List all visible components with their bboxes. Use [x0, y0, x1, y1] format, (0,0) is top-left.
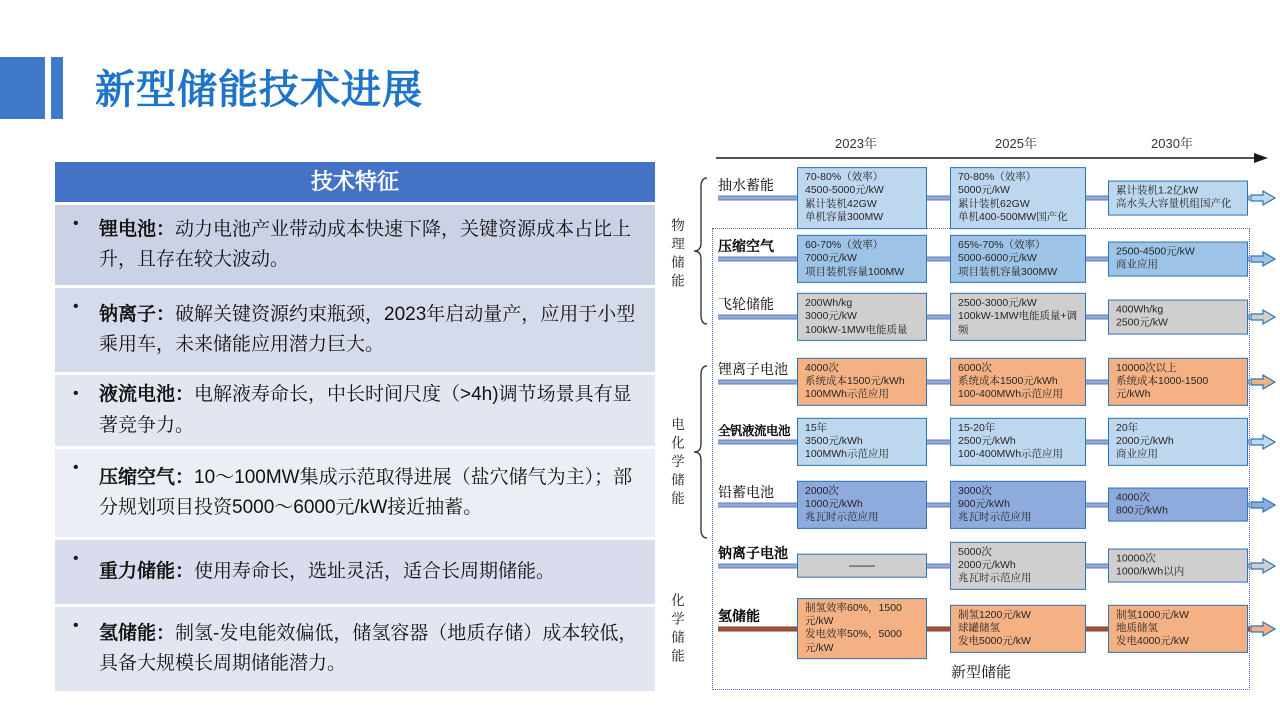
milestone-box [797, 167, 927, 229]
bullet-icon: • [73, 617, 79, 634]
milestone-text: 兆瓦时示范应用 [958, 511, 1032, 524]
milestone-text: 100MWh示范应用 [805, 388, 890, 401]
milestone-text: 发电效率50%，5000元/kW [805, 628, 902, 654]
feature-text [99, 380, 641, 440]
new-type-storage-label: 新型储能 [950, 664, 1011, 681]
milestone-box [1108, 604, 1248, 652]
roadmap-row [660, 290, 1275, 344]
feature-desc: 电解液寿命长，中长时间尺度（>4h)调节场景具有显著竞争力。 [99, 384, 632, 436]
row-label: 压缩空气 [718, 238, 774, 254]
milestone-box [950, 357, 1086, 405]
milestone-text: 累计装机1.2亿kW [1116, 184, 1199, 197]
roadmap-row [660, 167, 1275, 229]
milestone-box [797, 598, 927, 660]
milestone-text: 2000元/kWh [1116, 434, 1174, 447]
group-label-physical: 物理储能 [669, 218, 684, 292]
feature-item [55, 607, 655, 691]
title-accent-bar [51, 57, 63, 119]
title-accent-square [0, 57, 45, 119]
milestone-text: 5000-6000元/kW [958, 252, 1037, 265]
feature-item [55, 540, 655, 604]
milestone-text: 4000次 [1116, 491, 1150, 504]
roadmap-row [660, 353, 1275, 410]
milestone-box [1108, 300, 1248, 335]
milestone-text: 7000元/kW [805, 252, 857, 265]
feature-desc: 10～100MW集成示范取得进展（盐穴储气为主）；部分规划项目投资5000～6000元/kW接近抽蓄。 [99, 466, 633, 518]
milestone-text: 70-80%（效率） [805, 171, 884, 184]
milestone-box [797, 235, 927, 283]
milestone-box [950, 293, 1086, 341]
group-label-electrochemical: 电化学储能 [669, 417, 684, 510]
milestone-text: 发电4000元/kW [1116, 635, 1189, 648]
feature-desc: 制氢-发电能效偏低，储氢容器（地质存储）成本较低，具备大规模长周期储能潜力。 [99, 622, 638, 674]
milestone-text: 制氢1200元/kW [958, 608, 1031, 621]
feature-item [55, 205, 655, 285]
milestone-text: 累计装机62GW [958, 198, 1030, 210]
panel-header: 技术特征 [55, 162, 655, 202]
milestone-text: 系统成本1500元/kWh [805, 374, 905, 387]
feature-text [99, 300, 641, 360]
milestone-text: 2000元/kWh [958, 558, 1016, 571]
milestone-text: 100-400MWh示范应用 [958, 388, 1064, 401]
row-arrow-icon [1250, 251, 1276, 268]
milestone-text: 1000/kWh以内 [1116, 565, 1185, 578]
feature-term: 氢储能： [99, 622, 176, 644]
milestone-text: 球罐储氢 [958, 621, 1000, 634]
milestone-text: 2500-3000元/kW [958, 296, 1037, 309]
milestone-text: 单机容量300MW [805, 211, 884, 224]
roadmap-row [660, 598, 1275, 659]
row-label: 铅蓄电池 [718, 483, 774, 500]
feature-term: 钠离子： [99, 303, 176, 325]
milestone-text: 65%-70%（效率） [958, 238, 1046, 251]
milestone-text: 商业应用 [1116, 448, 1158, 461]
roadmap-row [660, 231, 1275, 287]
row-label: 飞轮储能 [718, 296, 774, 312]
milestone-text: 3500元/kWh [805, 434, 863, 447]
milestone-box [797, 553, 927, 578]
milestone-box [1108, 181, 1248, 216]
milestone-text: 3000元/kW [805, 310, 857, 323]
milestone-text: 100kW-1MW电能质量+调频 [958, 310, 1078, 336]
feature-term: 重力储能： [99, 560, 195, 582]
milestone-box [1108, 548, 1248, 583]
feature-term: 液流电池： [99, 384, 195, 406]
group-label-chemical: 化学储能 [669, 593, 684, 667]
milestone-box [950, 480, 1086, 528]
milestone-text: 100-400MWh示范应用 [958, 448, 1064, 461]
milestone-text: 20年 [1116, 421, 1139, 434]
milestone-text: 200Wh/kg [805, 296, 853, 309]
milestone-text: 系统成本1000-1500元/kWh [1116, 374, 1209, 401]
bullet-icon: • [73, 550, 79, 567]
feature-text [99, 463, 641, 523]
milestone-text: —— [849, 557, 875, 573]
feature-text [99, 619, 641, 679]
milestone-text: 项目装机容量300MW [958, 265, 1058, 278]
row-label: 全钒液流电池 [718, 423, 791, 438]
row-label: 氢储能 [718, 607, 760, 624]
feature-item [55, 375, 655, 446]
milestone-text: 地质储氢 [1116, 621, 1158, 634]
milestone-text: 3000次 [958, 484, 992, 497]
milestone-box [950, 235, 1086, 283]
timeline-arrow-icon [716, 151, 1268, 165]
milestone-text: 100MWh示范应用 [805, 448, 890, 461]
bullet-icon: • [73, 459, 79, 476]
feature-list [55, 205, 655, 691]
bullet-icon: • [73, 385, 79, 402]
row-arrow-icon [1250, 190, 1276, 207]
milestone-box [797, 480, 927, 528]
milestone-text: 商业应用 [1116, 259, 1158, 271]
milestone-text: 2000次 [805, 484, 839, 497]
feature-text [99, 215, 641, 275]
milestone-text: 70-80%（效率） [958, 171, 1037, 184]
milestone-box [797, 357, 927, 405]
milestone-box [1108, 357, 1248, 405]
row-arrow-icon [1250, 433, 1276, 450]
roadmap-row [660, 414, 1275, 469]
feature-item [55, 288, 655, 372]
milestone-text: 100kW-1MW电能质量 [805, 323, 908, 336]
milestone-text: 10000次以上 [1116, 361, 1177, 374]
roadmap-row [660, 476, 1275, 533]
milestone-text: 发电5000元/kW [958, 635, 1031, 648]
milestone-text: 2500元/kWh [958, 434, 1016, 447]
milestone-text: 项目装机容量100MW [805, 265, 905, 278]
milestone-box [1108, 417, 1248, 465]
row-arrow-icon [1250, 557, 1276, 574]
roadmap-row [660, 538, 1275, 593]
milestone-text: 5000次 [958, 545, 992, 558]
milestone-text: 4000次 [805, 361, 839, 374]
milestone-text: 系统成本1500元/kWh [958, 374, 1058, 387]
feature-panel [55, 162, 655, 691]
feature-item [55, 449, 655, 537]
milestone-text: 1000元/kWh [805, 497, 863, 510]
row-arrow-icon [1250, 496, 1276, 513]
timeline-year-label: 2030年 [1151, 136, 1193, 151]
milestone-box [797, 293, 927, 341]
bullet-icon: • [73, 215, 79, 232]
row-arrow-icon [1250, 373, 1276, 390]
timeline-year-label: 2025年 [995, 136, 1037, 151]
milestone-text: 5000元/kW [958, 184, 1010, 197]
milestone-text: 10000次 [1116, 552, 1156, 565]
milestone-text: 制氢效率60%，1500元/kW [805, 601, 902, 628]
row-label: 抽水蓄能 [718, 177, 774, 193]
milestone-text: 2500-4500元/kW [1116, 245, 1195, 258]
milestone-box [1108, 242, 1248, 277]
feature-term: 锂电池： [99, 218, 176, 240]
timeline-year-label: 2023年 [835, 136, 877, 151]
row-label: 锂离子电池 [718, 360, 788, 377]
milestone-text: 兆瓦时示范应用 [805, 511, 879, 524]
milestone-text: 高水头大容量机组国产化 [1116, 198, 1232, 210]
milestone-text: 6000次 [958, 361, 992, 374]
milestone-box [1108, 487, 1248, 522]
feature-desc: 使用寿命长，选址灵活，适合长周期储能。 [194, 560, 556, 582]
row-arrow-icon [1250, 620, 1276, 637]
row-arrow-icon [1250, 309, 1276, 326]
milestone-box [950, 541, 1086, 589]
milestone-box [797, 417, 927, 465]
milestone-text: 800元/kWh [1116, 504, 1168, 517]
milestone-text: 60-70%（效率） [805, 238, 884, 251]
feature-desc: 破解关键资源约束瓶颈，2023年启动量产，应用于小型乘用车，未来储能应用潜力巨大。 [99, 303, 636, 355]
milestone-box [950, 604, 1086, 652]
milestone-text: 400Wh/kg [1116, 303, 1164, 316]
roadmap-chart [660, 125, 1275, 710]
feature-term: 压缩空气： [99, 466, 195, 488]
milestone-text: 2500元/kW [1116, 317, 1168, 329]
bullet-icon: • [73, 298, 79, 315]
row-label: 钠离子电池 [718, 544, 788, 561]
slide-title: 新型储能技术进展 [95, 68, 423, 112]
milestone-box [950, 417, 1086, 465]
milestone-box [950, 167, 1086, 229]
milestone-text: 15年 [805, 421, 828, 434]
milestone-text: 15-20年 [958, 421, 996, 434]
feature-desc: 动力电池产业带动成本快速下降，关键资源成本占比上升，且存在较大波动。 [99, 218, 632, 270]
milestone-text: 4500-5000元/kW [805, 184, 884, 197]
milestone-text: 900元/kWh [958, 497, 1010, 510]
feature-text [99, 557, 641, 587]
milestone-text: 单机400-500MW国产化 [958, 211, 1068, 224]
milestone-text: 累计装机42GW [805, 198, 877, 210]
milestone-text: 兆瓦时示范应用 [958, 572, 1032, 585]
milestone-text: 制氢1000元/kW [1116, 608, 1189, 621]
